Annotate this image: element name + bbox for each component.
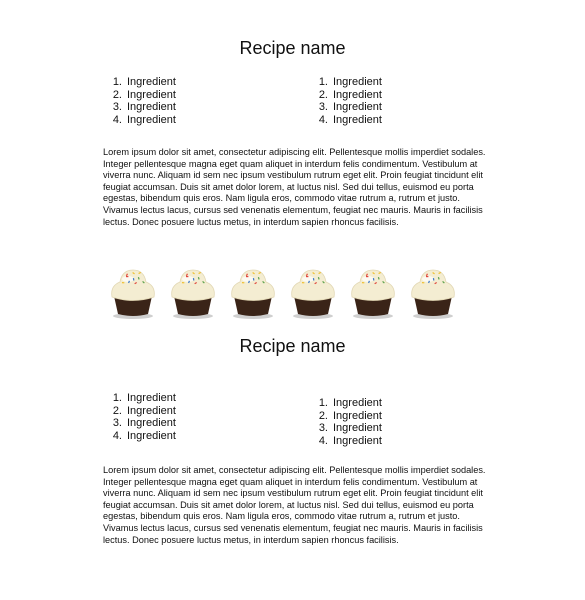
list-item: 1. Ingredient [112, 76, 176, 88]
ingredient-list-right [314, 397, 382, 447]
ingredient-list-left [108, 76, 176, 126]
list-item: 4. Ingredient [112, 113, 176, 126]
list-item: 3. Ingredient [112, 101, 176, 113]
list-item: 3. Ingredient [318, 422, 382, 434]
cupcake-icon [348, 262, 398, 320]
recipe-description: Lorem ipsum dolor sit amet, consectetur adipiscing elit. Pellentesque mollis imperdiet sodales. Integer pellentesque magna eget quam aliquet in interdum felis condimentum. Vestibulum at viverra nunc. Aliquam id sem nec ipsum vestibulum rutrum eget elit. Proin feugiat tincidunt elit feugiat accumsan. Duis sit amet dolor lorem, at luctus nisl. Sed dui tellus, euismod eu porta egestas, bibendum quis eros. Nam ligula eros, commodo vitae rutrum a, rutrum et justo. Vivamus lectus lacus, cursus sed venenatis elementum, feugiat nec mauris. Mauris in facilisis lectus. Donec posuere luctus metus, in interdum sapien rhoncus facilisis. [103, 147, 486, 227]
list-item: 3. Ingredient [112, 417, 176, 429]
ingredient-list-left [108, 392, 176, 442]
ingredient-list-right [314, 76, 382, 126]
list-item: 2. Ingredient [318, 88, 382, 101]
list-item: 4. Ingredient [318, 434, 382, 447]
cupcake-icon [168, 262, 218, 320]
cupcake-icon [108, 262, 158, 320]
list-item: 2. Ingredient [318, 409, 382, 422]
recipe-title: Recipe name [239, 336, 346, 356]
list-item: 3. Ingredient [318, 101, 382, 113]
list-item: 1. Ingredient [112, 392, 176, 404]
list-item: 1. Ingredient [318, 76, 382, 88]
list-item: 2. Ingredient [112, 404, 176, 417]
cupcake-icon [408, 262, 458, 320]
list-item: 2. Ingredient [112, 88, 176, 101]
cupcake-icon [288, 262, 338, 320]
recipe-title: Recipe name [239, 38, 346, 58]
list-item: 4. Ingredient [318, 113, 382, 126]
recipe-description: Lorem ipsum dolor sit amet, consectetur adipiscing elit. Pellentesque mollis imperdiet sodales. Integer pellentesque magna eget quam aliquet in interdum felis condimentum. Vestibulum at viverra nunc. Aliquam id sem nec ipsum vestibulum rutrum eget elit. Proin feugiat tincidunt elit feugiat accumsan. Duis sit amet dolor lorem, at luctus nisl. Sed dui tellus, euismod eu porta egestas, bibendum quis eros. Nam ligula eros, commodo vitae rutrum a, rutrum et justo. Vivamus lectus lacus, cursus sed venenatis elementum, feugiat nec mauris. Mauris in facilisis lectus. Donec posuere luctus metus, in interdum sapien rhoncus facilisis. [103, 465, 486, 545]
cupcake-row [108, 262, 468, 322]
cupcake-icon [228, 262, 278, 320]
list-item: 4. Ingredient [112, 429, 176, 442]
list-item: 1. Ingredient [318, 397, 382, 409]
